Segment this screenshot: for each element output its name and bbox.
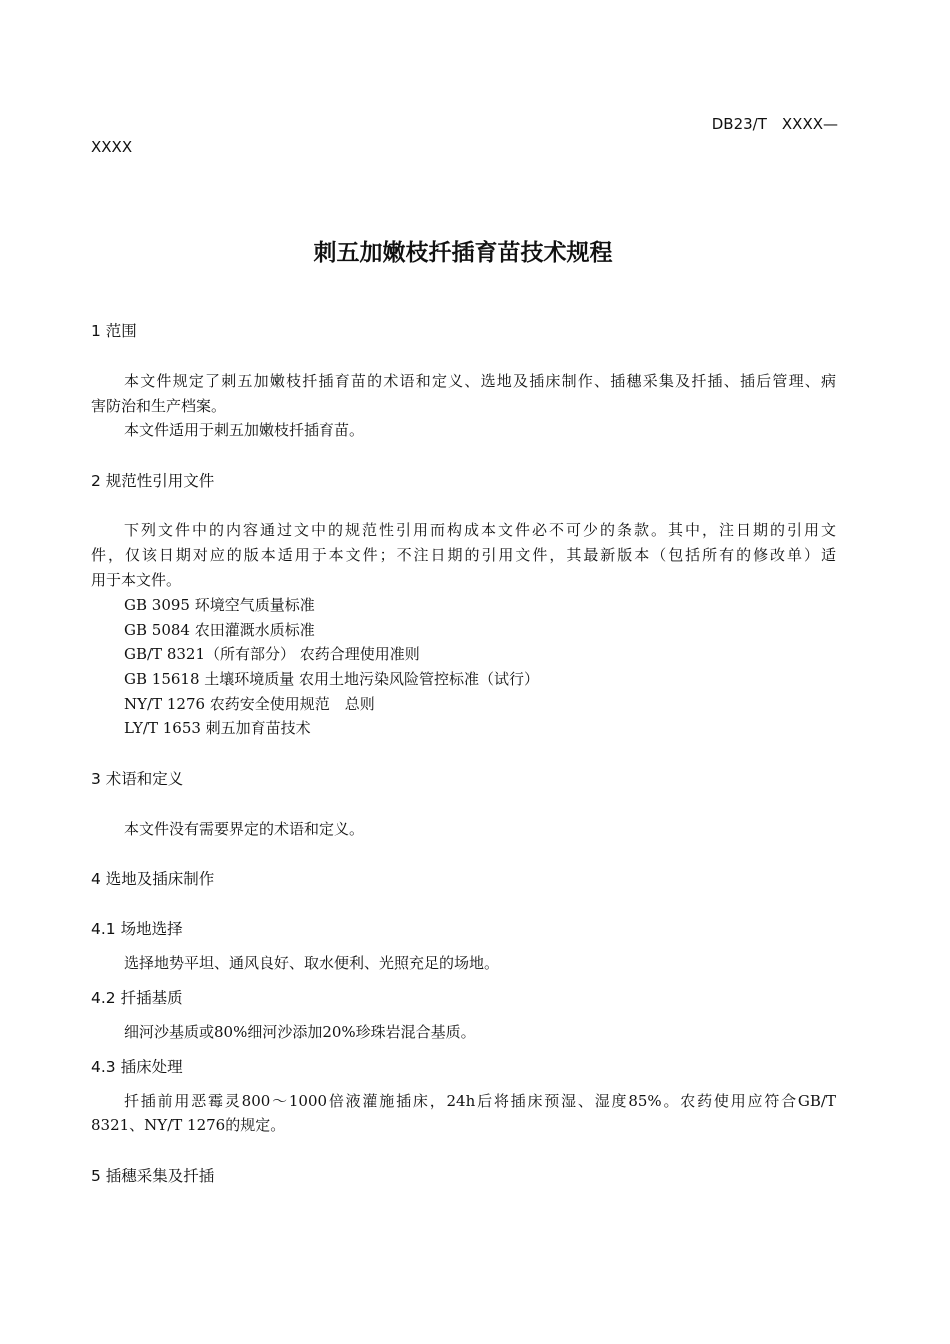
section-heading-4: 4 选地及插床制作 [91,870,215,888]
section-heading-1: 1 范围 [91,322,137,340]
paragraph: 本文件适用于刺五加嫩枝扦插育苗。 [124,421,365,439]
paragraph-line: 本文件规定了刺五加嫩枝扦插育苗的术语和定义、选地及插床制作、插穗采集及扦插、插后管理、病 [124,372,836,390]
reference-item: GB 15618 土壤环境质量 农用土地污染风险管控标准（试行） [124,670,540,688]
subsection-heading-4-2: 4.2 扦插基质 [91,989,183,1007]
section-heading-5: 5 插穗采集及扦插 [91,1167,215,1185]
paragraph: 细河沙基质或80%细河沙添加20%珍珠岩混合基质。 [124,1023,476,1041]
section-heading-2: 2 规范性引用文件 [91,472,215,490]
paragraph-line: 害防治和生产档案。 [91,397,227,415]
reference-item: GB/T 8321（所有部分） 农药合理使用准则 [124,645,420,663]
section-heading-3: 3 术语和定义 [91,770,184,788]
paragraph-line: 件，仅该日期对应的版本适用于本文件；不注日期的引用文件，其最新版本（包括所有的修改单）适 [91,546,836,564]
paragraph-line: 下列文件中的内容通过文中的规范性引用而构成本文件必不可少的条款。其中，注日期的引用文 [124,521,836,539]
paragraph-line: 用于本文件。 [91,571,182,589]
paragraph: 本文件没有需要界定的术语和定义。 [124,820,365,838]
reference-item: NY/T 1276 农药安全使用规范 总则 [124,695,375,713]
reference-item: GB 3095 环境空气质量标准 [124,596,315,614]
standard-code-continued: XXXX [91,138,133,156]
paragraph-line: 8321、NY/T 1276的规定。 [91,1116,286,1134]
subsection-heading-4-1: 4.1 场地选择 [91,920,183,938]
standard-code: DB23/T XXXX— [711,115,838,133]
document-title: 刺五加嫩枝扦插育苗技术规程 [313,240,613,266]
subsection-heading-4-3: 4.3 插床处理 [91,1058,183,1076]
reference-item: GB 5084 农田灌溉水质标准 [124,621,315,639]
paragraph-line: 扦插前用恶霉灵800～1000倍液灌施插床，24h后将插床预湿、湿度85%。农药使用应符合GB/T [124,1092,836,1110]
paragraph: 选择地势平坦、通风良好、取水便利、光照充足的场地。 [124,954,500,972]
reference-item: LY/T 1653 刺五加育苗技术 [124,719,311,737]
